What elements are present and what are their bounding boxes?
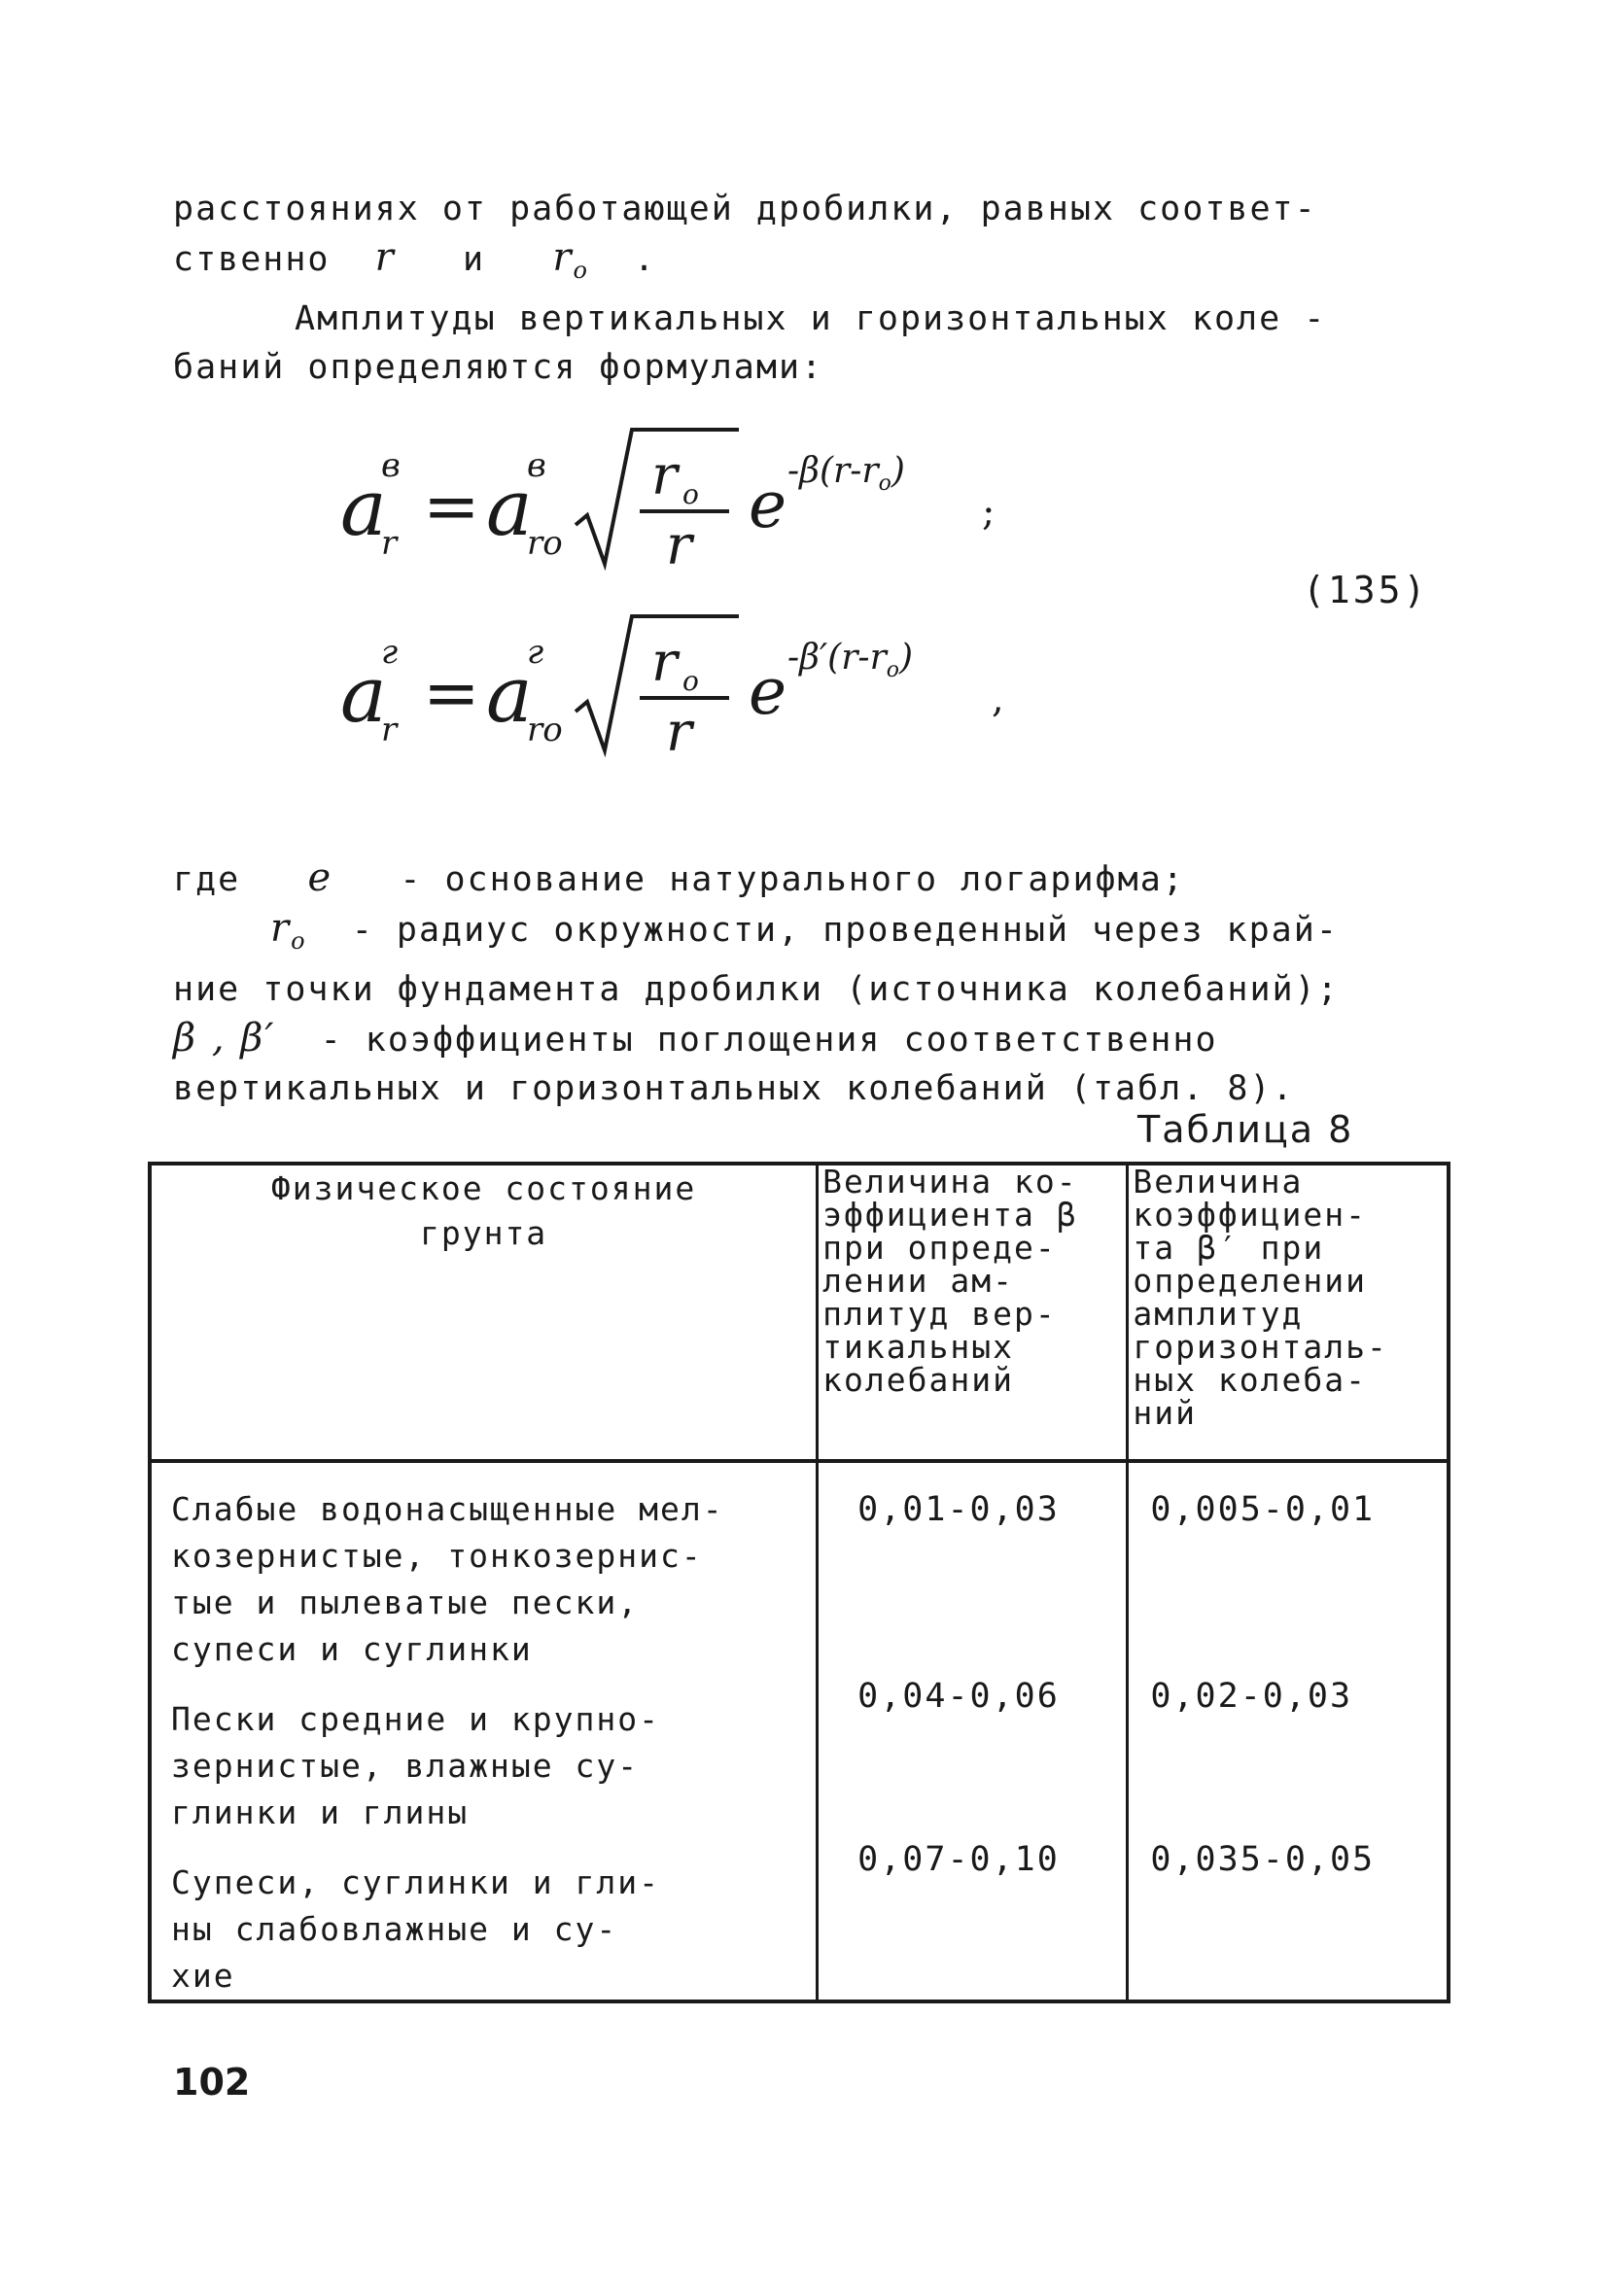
header-line: горизонталь-: [1133, 1328, 1388, 1366]
f1-a0: a: [486, 463, 533, 553]
f2-a0-sup: г: [527, 633, 544, 672]
f1-equals: =: [423, 467, 480, 546]
header-line: Величина ко-: [822, 1163, 1078, 1200]
intro-paragraph: [173, 185, 1437, 392]
page-number: 102: [173, 2061, 251, 2104]
intro-line-2-and: и: [463, 240, 486, 279]
header-line: Физическое состояние: [270, 1169, 697, 1207]
desc-line: козернистые, тонкозернис-: [171, 1537, 703, 1575]
intro-line-2: [173, 233, 1437, 295]
where-symbol-r0-main: r: [270, 906, 292, 951]
intro-line-2-end: .: [634, 240, 657, 279]
symbol-e: e: [307, 855, 333, 900]
symbol-beta: β , β′: [173, 1016, 276, 1061]
f1-den: r: [666, 514, 692, 577]
equation-number: (135): [1303, 569, 1429, 611]
header-soil-state: [150, 1164, 818, 1461]
symbol-r: r: [374, 235, 396, 280]
header-line: тикальных: [822, 1328, 1014, 1366]
formula-horizontal: [340, 616, 1004, 764]
header-line: колебаний: [822, 1361, 1014, 1399]
f2-den: r: [666, 701, 692, 764]
f2-num-sub: o: [682, 665, 699, 697]
desc-line: хие: [171, 1957, 235, 1995]
symbol-r0-main: r: [552, 235, 574, 280]
where-paragraph: [173, 853, 1437, 1113]
header-line: амплитуд: [1133, 1295, 1304, 1333]
desc-line: Пески средние и крупно-: [171, 1700, 660, 1738]
f2-sup: г: [381, 633, 399, 672]
f1-sup: в: [381, 446, 401, 485]
where-symbol-r0: [270, 906, 307, 955]
f1-a0-sub: ro: [527, 524, 563, 563]
f2-equals: =: [423, 653, 480, 733]
row-beta-value: 0,04-0,06: [818, 1673, 1128, 1836]
symbol-r0-sub: o: [573, 257, 589, 284]
table-caption: Таблица 8: [1137, 1108, 1354, 1151]
intro-line-1: расстояниях от работающей дробилки, равных соответ-: [173, 190, 1317, 228]
f2-num: r: [651, 631, 678, 694]
f2-exp: $-\beta'(r-r_o)$: [787, 638, 914, 682]
desc-line: глинки и глины: [171, 1793, 470, 1831]
header-line: грунта: [419, 1214, 548, 1252]
row-beta-prime-value: 0,02-0,03: [1128, 1673, 1449, 1836]
e-definition: - основание натурального логарифма;: [400, 860, 1185, 899]
header-line: эффициента β: [822, 1196, 1078, 1234]
row-beta-value: 0,01-0,03: [818, 1461, 1128, 1673]
row-soil-description: [150, 1673, 818, 1836]
header-line: плитуд вер-: [822, 1295, 1057, 1333]
desc-line: тые и пылеватые пески,: [171, 1583, 640, 1621]
row-soil-description: [150, 1461, 818, 1673]
r0-definition: - радиус окружности, проведенный через край-: [351, 911, 1339, 950]
beta-definition: - коэффициенты поглощения соответственно: [320, 1021, 1218, 1060]
f2-a: a: [340, 649, 387, 740]
row-soil-description: [150, 1836, 818, 2001]
row-beta-prime-value: 0,035-0,05: [1128, 1836, 1449, 2001]
f1-a0-sup: в: [527, 446, 546, 485]
desc-line: супеси и суглинки: [171, 1630, 533, 1668]
f1-e: e: [749, 468, 787, 542]
table-row: [150, 1673, 1449, 1836]
formula-vertical: [340, 430, 995, 577]
row-beta-prime-value: 0,005-0,01: [1128, 1461, 1449, 1673]
desc-line: зернистые, влажные су-: [171, 1747, 640, 1785]
formula-135: [331, 418, 1069, 787]
f1-semicolon: ;: [982, 490, 996, 535]
intro-line-2-start: ственно: [173, 240, 331, 279]
intro-line-4: баний определяются формулами:: [173, 348, 824, 387]
f1-num-sub: o: [682, 478, 699, 510]
f2-e: e: [749, 654, 787, 729]
header-line: Величина: [1133, 1163, 1304, 1200]
f2-a0-sub: ro: [527, 711, 563, 749]
header-line: лении ам-: [822, 1262, 1014, 1300]
where-line-r0: [173, 904, 1437, 965]
desc-line: ны слабовлажные и су-: [171, 1910, 618, 1948]
where-line-r0-cont: ние точки фундамента дробилки (источника колебаний);: [173, 970, 1340, 1009]
f2-a0: a: [486, 649, 533, 740]
where-line-beta-cont: вертикальных и горизонтальных колебаний (табл. 8).: [173, 1069, 1295, 1108]
f1-exp: $-\beta(r-r_o)$: [787, 451, 905, 496]
table-row: [150, 1461, 1449, 1673]
where-line-beta: [173, 1014, 1437, 1064]
header-beta-prime: [1128, 1164, 1449, 1461]
header-line: коэффициен-: [1133, 1196, 1367, 1234]
header-line: ний: [1133, 1394, 1198, 1432]
f1-num: r: [651, 444, 678, 507]
f1-a: a: [340, 463, 387, 553]
header-line: определении: [1133, 1262, 1367, 1300]
where-line-e: [173, 853, 1437, 904]
desc-line: Слабые водонасыщенные мел-: [171, 1490, 724, 1528]
row-beta-value: 0,07-0,10: [818, 1836, 1128, 2001]
header-beta: [818, 1164, 1128, 1461]
symbol-r0: [552, 235, 589, 284]
header-line: при опреде-: [822, 1229, 1057, 1267]
where-symbol-r0-sub: o: [291, 927, 307, 955]
header-line: ных колеба-: [1133, 1361, 1367, 1399]
header-line: та β′ при: [1133, 1229, 1325, 1267]
f1-sub: r: [381, 524, 398, 563]
where-label: где: [173, 860, 241, 899]
table-header-row: [150, 1164, 1449, 1461]
f2-comma: ,: [992, 677, 1004, 721]
absorption-coefficients-table: [148, 1162, 1450, 2003]
f2-sub: r: [381, 711, 398, 749]
desc-line: Супеси, суглинки и гли-: [171, 1863, 660, 1901]
table-row: [150, 1836, 1449, 2001]
intro-line-3: Амплитуды вертикальных и горизонтальных коле -: [295, 299, 1327, 338]
